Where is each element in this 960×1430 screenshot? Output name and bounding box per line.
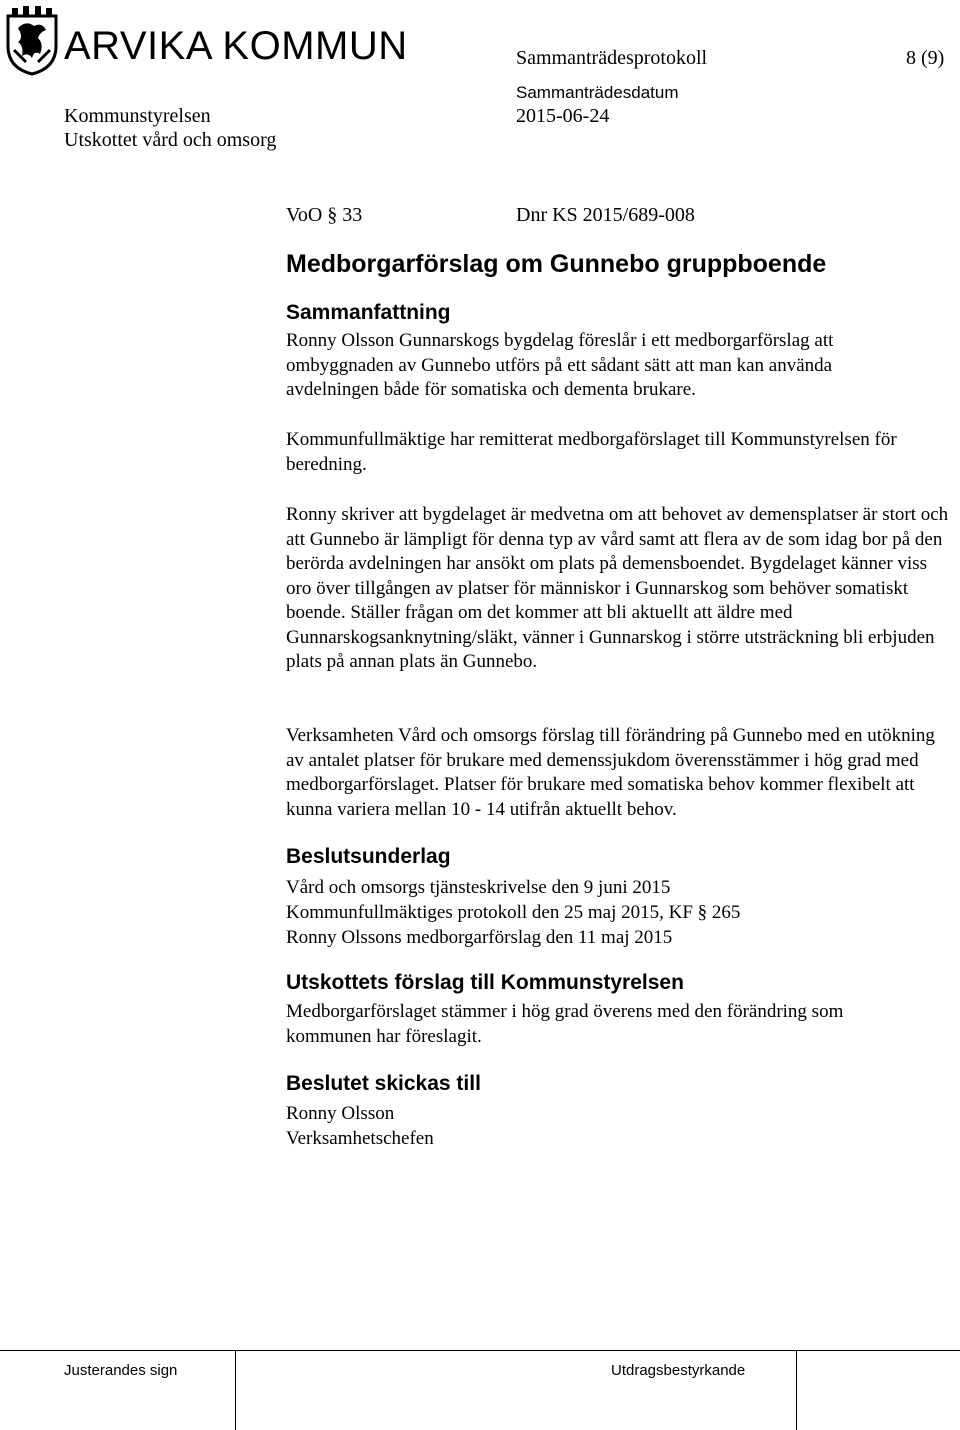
proposal-heading: Utskottets förslag till Kommunstyrelsen — [286, 971, 684, 994]
item-number: VoO § 33 — [286, 204, 363, 226]
signature-label: Justerandes sign — [64, 1362, 178, 1379]
summary-paragraph-3: Ronny skriver att bygdelaget är medvetna om att behovet av demensplatser är stort och att Gunnebo är lämpligt för denna typ av vård samt att flera av de som idag bor på den berörda avdelningen har ansökt om plats på demensboendet. Bygdelaget känner viss oro över tillgången av platser för människor i Gunnarskog som behöver somatiskt boende. Ställer frågan om det kommer att bli aktuellt att äldre med Gunnarskogsanknytning/släkt, vänner i Gunnarskog i större utsträckning bli erbjuden plats på annan plats än Gunnebo. — [286, 504, 949, 672]
organization-name: ARVIKA KOMMUN — [64, 24, 408, 68]
basis-item: Ronny Olssons medborgarförslag den 11 maj 2015 — [286, 927, 673, 948]
basis-item: Vård och omsorgs tjänsteskrivelse den 9 juni 2015 — [286, 877, 671, 898]
extract-certification-label: Utdragsbestyrkande — [611, 1362, 746, 1379]
recipients-heading: Beslutet skickas till — [286, 1072, 481, 1095]
body-name: Kommunstyrelsen — [64, 105, 211, 127]
municipal-coat-of-arms-logo — [4, 6, 60, 76]
meeting-date: 2015-06-24 — [516, 105, 610, 127]
basis-item: Kommunfullmäktiges protokoll den 25 maj 2015, KF § 265 — [286, 902, 741, 923]
date-label: Sammanträdesdatum — [516, 83, 679, 102]
summary-paragraph-2: Kommunfullmäktige har remitterat medborgaförslaget till Kommunstyrelsen för beredning. — [286, 429, 897, 475]
basis-heading: Beslutsunderlag — [286, 845, 451, 868]
recipient: Verksamhetschefen — [286, 1128, 434, 1149]
summary-paragraph-1: Ronny Olsson Gunnarskogs bygdelag föreslår i ett medborgarförslag att ombyggnaden av Gunnebo utförs på ett sådant sätt att man kan använda avdelningen både för somatiska och dementa brukare. — [286, 330, 834, 400]
footer-divider — [0, 1350, 960, 1351]
basis-list — [286, 875, 740, 950]
committee-name: Utskottet vård och omsorg — [64, 129, 277, 151]
recipients-list — [286, 1101, 434, 1151]
summary-heading: Sammanfattning — [286, 301, 451, 324]
proposal-text: Medborgarförslaget stämmer i hög grad överens med den förändring som kommunen har föreslagit. — [286, 1001, 844, 1047]
signature-box-divider — [235, 1350, 236, 1430]
summary-paragraph-4: Verksamheten Vård och omsorgs förslag till förändring på Gunnebo med en utökning av antalet platser för brukare med demenssjukdom överensstämmer i hög grad med medborgarförslaget. Platser för brukare med somatiska behov kommer flexibelt att kunna variera mellan 10 - 14 utifrån aktuellt behov. — [286, 725, 935, 820]
item-title: Medborgarförslag om Gunnebo gruppboende — [286, 250, 827, 278]
page-number: 8 (9) — [906, 47, 945, 69]
protocol-label: Sammanträdesprotokoll — [516, 47, 708, 69]
extract-box-divider — [796, 1350, 797, 1430]
recipient: Ronny Olsson — [286, 1103, 395, 1124]
diary-number: Dnr KS 2015/689-008 — [516, 204, 695, 226]
